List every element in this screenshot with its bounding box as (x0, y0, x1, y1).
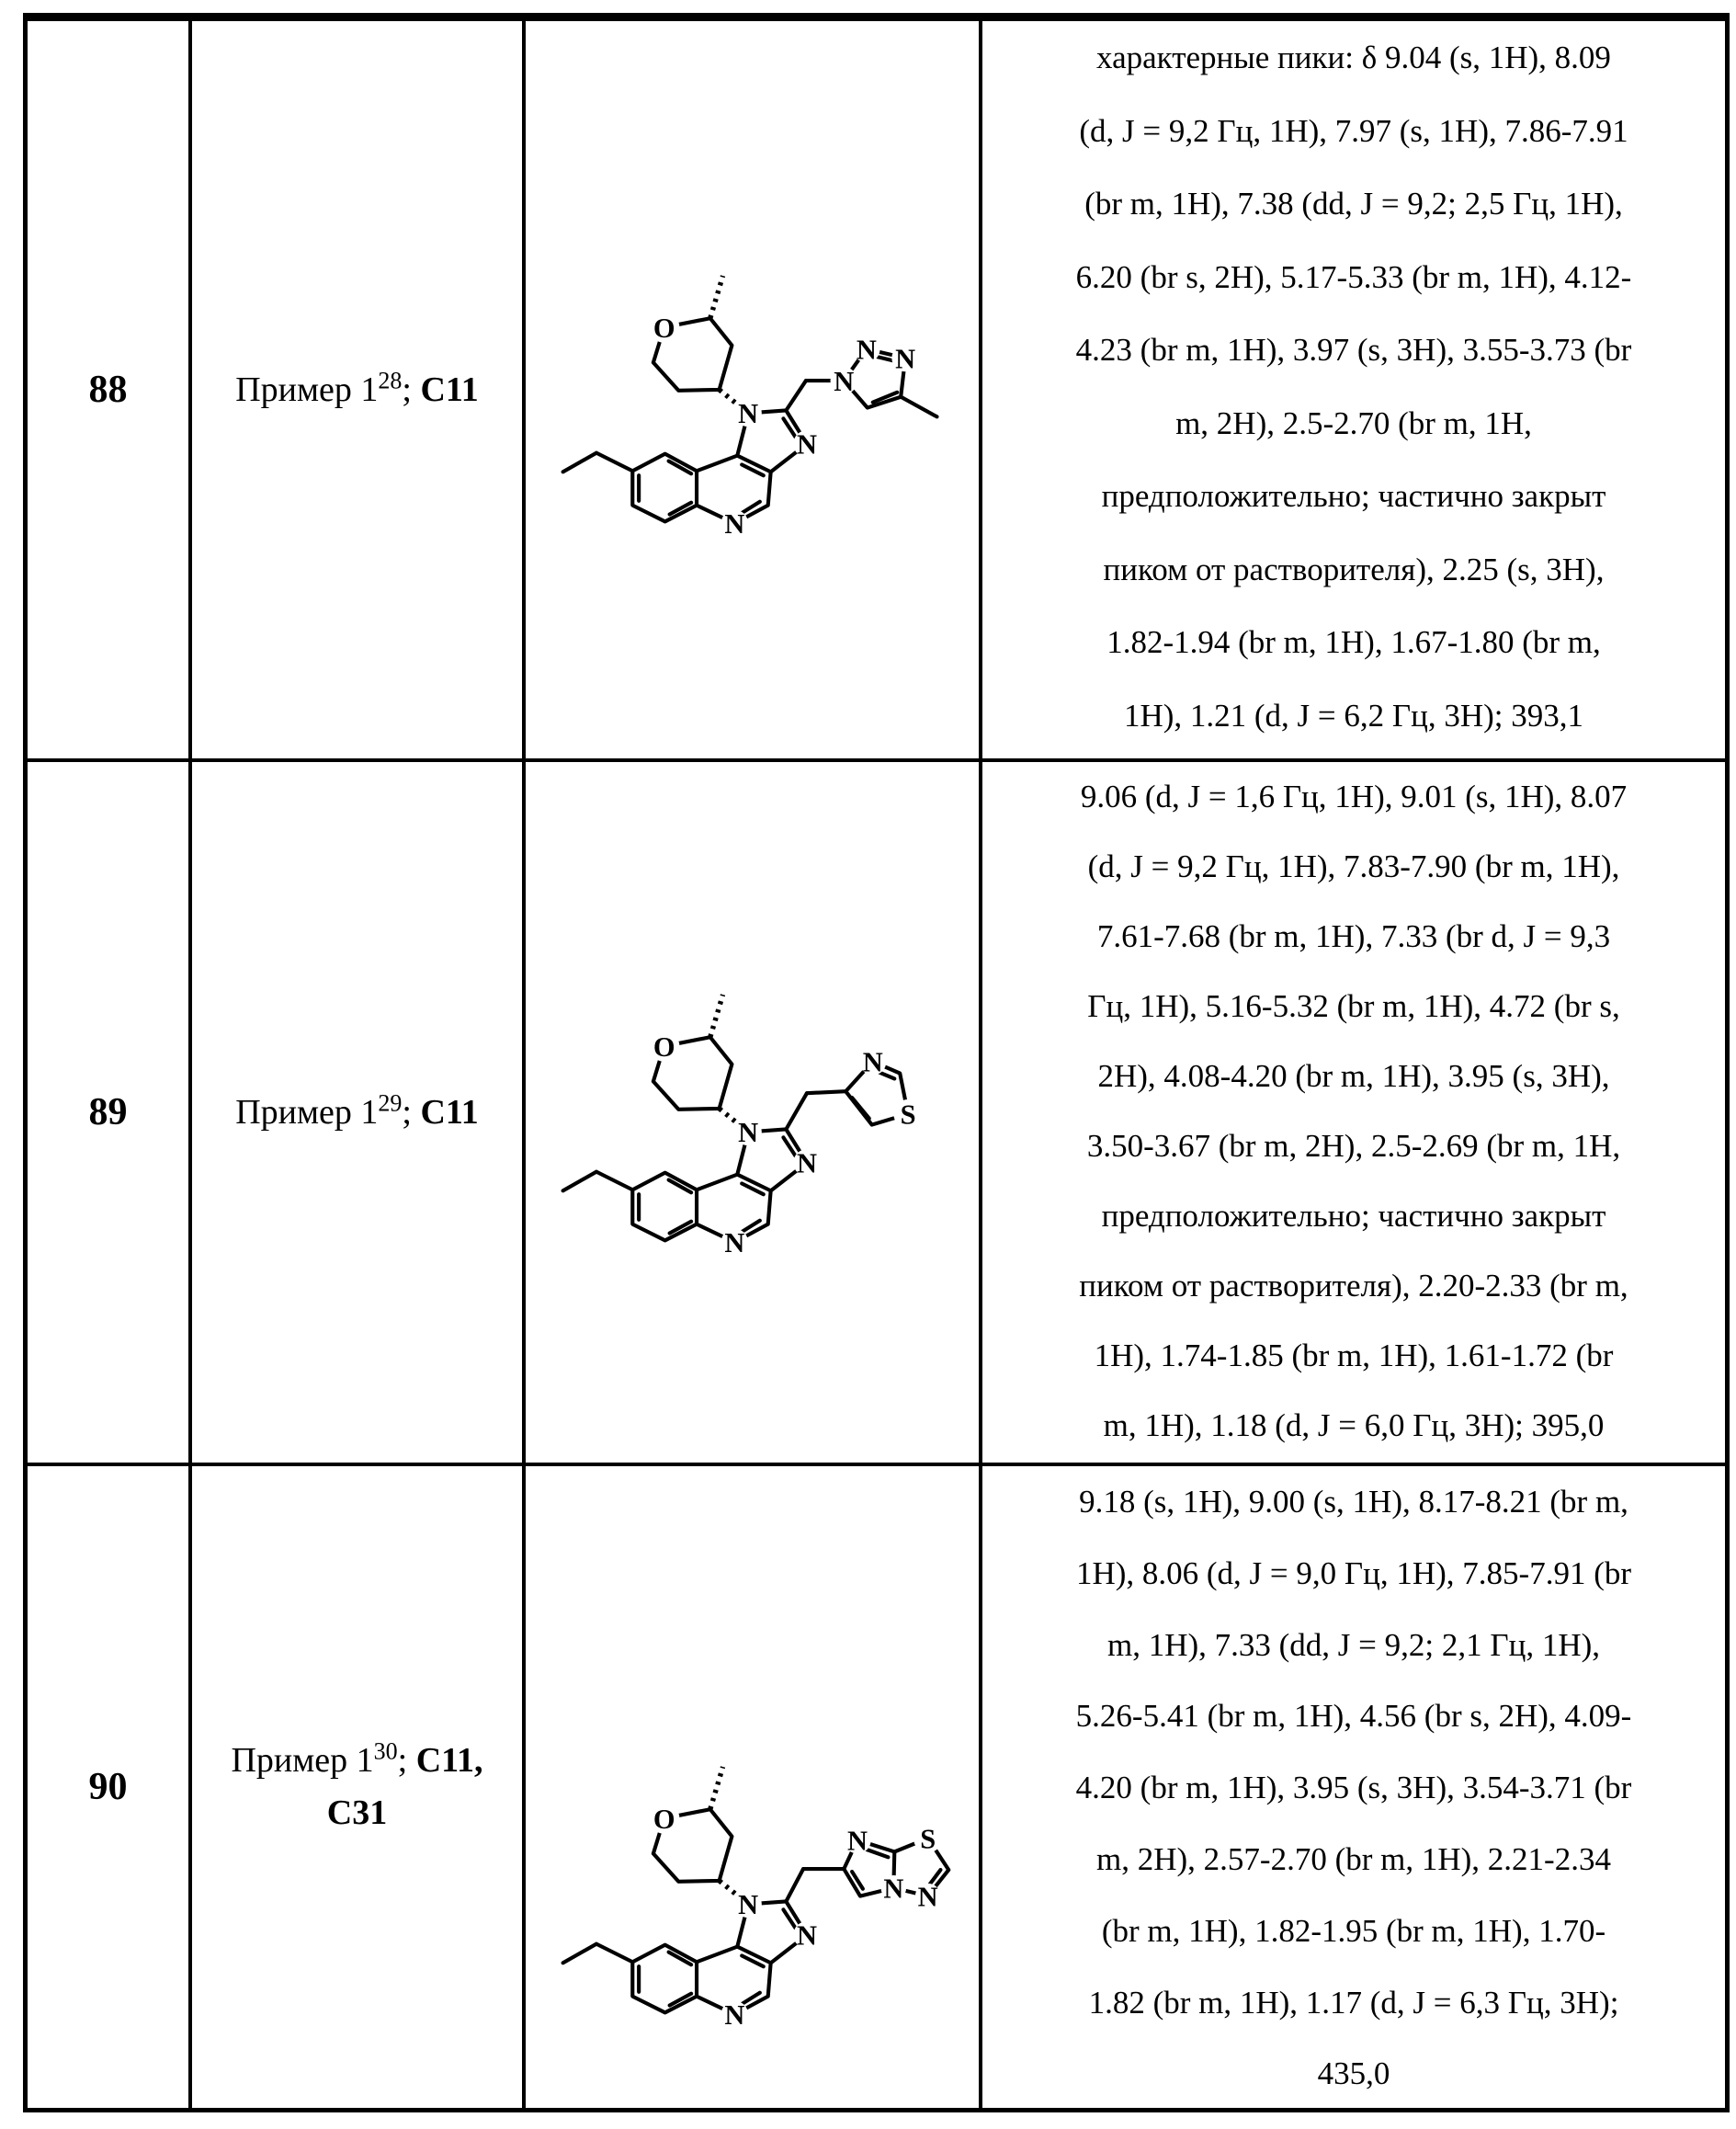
compound-number-cell (28, 1466, 192, 2108)
nmr-data-cell (982, 762, 1725, 1466)
compound-number-cell (28, 21, 192, 762)
nitrogen-label: N (796, 1147, 817, 1179)
nmr-line: 4.20 (br m, 1H), 3.95 (s, 3H), 3.54-3.71 (br (1075, 1770, 1632, 1806)
nmr-line: 5.26-5.41 (br m, 1H), 4.56 (br s, 2H), 4.09- (1075, 1698, 1632, 1735)
nmr-line: 435,0 (1317, 2055, 1390, 2092)
example-ref-cell (192, 762, 526, 1466)
nitrogen-label: N (737, 398, 758, 430)
nmr-line: предположительно; частично закрыт (1101, 478, 1606, 514)
example-ref: Пример $1^{29}$; C11 (235, 1088, 479, 1132)
nmr-line: 1.82 (br m, 1H), 1.17 (d, J = 6,3 Гц, 3H); (1088, 1984, 1619, 2021)
structure-cell (526, 762, 982, 1466)
nitrogen-label: N (833, 365, 854, 397)
nmr-line: пиком от растворителя), 2.25 (s, 3H), (1103, 551, 1605, 587)
example-superscript: 29 (378, 1088, 403, 1116)
example-superscript: 30 (373, 1737, 398, 1765)
oxygen-label: O (652, 312, 675, 344)
nmr-line: 1H), 1.74-1.85 (br m, 1H), 1.61-1.72 (br (1094, 1338, 1614, 1373)
nmr-line: (br m, 1H), 1.82-1.95 (br m, 1H), 1.70- (1101, 1912, 1606, 1949)
nmr-line: 1H), 1.21 (d, J = 6,2 Гц, 3H); 393,1 (1123, 697, 1584, 734)
nmr-line: характерные пики: δ 9.04 (s, 1H), 8.09 (1096, 40, 1611, 75)
nitrogen-label: N (796, 1919, 817, 1952)
nmr-line: пиком от растворителя), 2.20-2.33 (br m, (1079, 1268, 1628, 1304)
nmr-line: 4.23 (br m, 1H), 3.97 (s, 3H), 3.55-3.73 (br (1075, 332, 1632, 368)
nmr-line: (d, J = 9,2 Гц, 1H), 7.83-7.90 (br m, 1H), (1087, 848, 1620, 884)
structure-cell (526, 21, 982, 762)
example-ref-cell (192, 21, 526, 762)
nmr-line: m, 2H), 2.5-2.70 (br m, 1H, (1175, 404, 1532, 441)
nitrogen-label: N (856, 334, 877, 366)
chemical-structure-90 (527, 1716, 979, 2032)
nitrogen-label: N (737, 1117, 758, 1149)
nitrogen-label: N (894, 343, 915, 375)
compound-number: 88 (88, 369, 128, 411)
compound-number-cell (28, 762, 192, 1466)
nmr-line: 1.82-1.94 (br m, 1H), 1.67-1.80 (br m, (1106, 624, 1601, 660)
nmr-data-cell (982, 1466, 1725, 2108)
nmr-line: (d, J = 9,2 Гц, 1H), 7.97 (s, 1H), 7.86-7.91 (1079, 112, 1628, 149)
compound-number: 89 (88, 1091, 128, 1133)
nmr-line: 3.50-3.67 (br m, 2H), 2.5-2.69 (br m, 1H, (1086, 1128, 1621, 1164)
example-ref: Пример $1^{28}$; C11 (235, 366, 479, 409)
nitrogen-label: N (723, 508, 744, 541)
nmr-line: Гц, 1H), 5.16-5.32 (br m, 1H), 4.72 (br s, (1087, 988, 1620, 1024)
nitrogen-label: N (723, 1227, 744, 1259)
nmr-line: 2H), 4.08-4.20 (br m, 1H), 3.95 (s, 3H), (1097, 1058, 1610, 1094)
nmr-line: (br m, 1H), 7.38 (dd, J = 9,2; 2,5 Гц, 1H), (1084, 186, 1623, 222)
compound-table (23, 13, 1730, 2112)
nitrogen-label: N (737, 1889, 758, 1921)
chemical-structure-88 (527, 225, 979, 541)
example-ref-line2: C31 (326, 1793, 388, 1832)
nmr-line: 1H), 8.06 (d, J = 9,0 Гц, 1H), 7.85-7.91 (br (1075, 1554, 1632, 1591)
nmr-line: 7.61-7.68 (br m, 1H), 7.33 (br d, J = 9,3 (1096, 918, 1611, 954)
nmr-line: предположительно; частично закрыт (1101, 1198, 1606, 1234)
structure-cell (526, 1466, 982, 2108)
nmr-line: 9.18 (s, 1H), 9.00 (s, 1H), 8.17-8.21 (br m, (1079, 1484, 1628, 1520)
sulfur-label: S (919, 1823, 936, 1855)
oxygen-label: O (652, 1803, 675, 1835)
nmr-line: 6.20 (br s, 2H), 5.17-5.33 (br m, 1H), 4.12- (1075, 258, 1632, 295)
oxygen-label: O (652, 1030, 675, 1063)
nitrogen-label: N (917, 1881, 938, 1913)
nmr-data-cell (982, 21, 1725, 762)
example-ref-cell (192, 1466, 526, 2108)
nmr-line: m, 1H), 7.33 (dd, J = 9,2; 2,1 Гц, 1H), (1106, 1626, 1601, 1663)
nitrogen-label: N (796, 428, 817, 461)
example-superscript: 28 (378, 366, 403, 393)
compound-number: 90 (88, 1766, 128, 1808)
chemical-structure-89 (527, 944, 979, 1260)
nitrogen-label: N (862, 1046, 883, 1078)
nitrogen-label: N (882, 1873, 903, 1905)
nitrogen-label: N (723, 1999, 744, 2032)
sulfur-label: S (900, 1099, 916, 1131)
nmr-line: m, 2H), 2.57-2.70 (br m, 1H), 2.21-2.34 (1096, 1840, 1611, 1877)
nmr-line: m, 1H), 1.18 (d, J = 6,0 Гц, 3H); 395,0 (1103, 1407, 1605, 1443)
nmr-line: 9.06 (d, J = 1,6 Гц, 1H), 9.01 (s, 1H), 8.07 (1080, 779, 1628, 814)
nitrogen-label: N (846, 1825, 868, 1857)
example-ref: Пример $1^{30}$; C11, (231, 1737, 483, 1780)
